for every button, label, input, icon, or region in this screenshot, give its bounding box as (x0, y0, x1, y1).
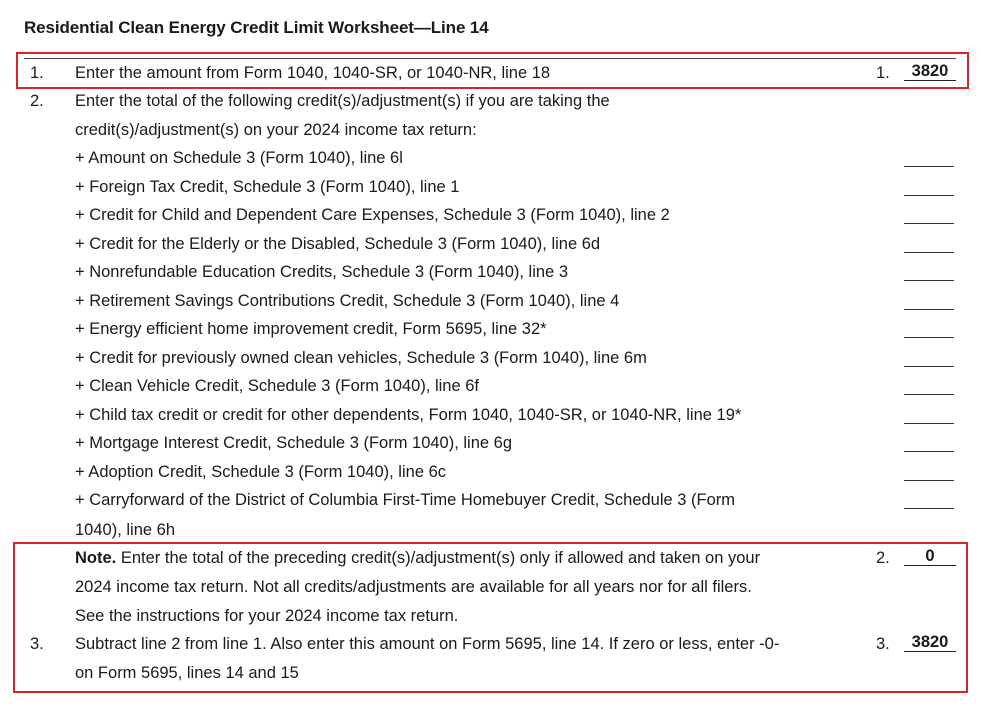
note-text-a: Enter the total of the preceding credit(s)/adjustment(s) only if allowed and taken on your (116, 549, 761, 567)
line1-amount[interactable]: 3820 (904, 62, 956, 81)
credit-item: + Mortgage Interest Credit, Schedule 3 (Form 1040), line 6g (75, 434, 513, 452)
credit-item-blank[interactable] (904, 337, 954, 338)
credit-item-blank[interactable] (904, 309, 954, 310)
note-text-c: See the instructions for your 2024 income tax return. (75, 607, 459, 625)
credit-item: + Foreign Tax Credit, Schedule 3 (Form 1040), line 1 (75, 178, 460, 196)
line2-amount[interactable]: 0 (904, 547, 956, 566)
line3-text-b: on Form 5695, lines 14 and 15 (75, 664, 299, 682)
credit-item: + Energy efficient home improvement credit, Form 5695, line 32* (75, 320, 547, 338)
credit-item: + Clean Vehicle Credit, Schedule 3 (Form 1040), line 6f (75, 377, 480, 395)
credit-item: + Nonrefundable Education Credits, Schedule 3 (Form 1040), line 3 (75, 263, 568, 281)
line2-text-b: credit(s)/adjustment(s) on your 2024 income tax return: (75, 121, 477, 139)
credit-item: + Retirement Savings Contributions Credit, Schedule 3 (Form 1040), line 4 (75, 292, 620, 310)
line3-number: 3. (30, 635, 44, 653)
credit-item-blank[interactable] (904, 451, 954, 452)
worksheet-title: Residential Clean Energy Credit Limit Worksheet—Line 14 (24, 18, 489, 37)
last-item-continuation: 1040), line 6h (75, 521, 175, 539)
credit-item-blank[interactable] (904, 280, 954, 281)
credit-item: + Carryforward of the District of Columbia First-Time Homebuyer Credit, Schedule 3 (Form (75, 491, 736, 509)
credit-item-blank[interactable] (904, 394, 954, 395)
line1-ref: 1. (876, 64, 890, 82)
line1-text: Enter the amount from Form 1040, 1040-SR, or 1040-NR, line 18 (75, 64, 551, 82)
line3-amount[interactable]: 3820 (904, 633, 956, 652)
credit-item: + Credit for the Elderly or the Disabled, Schedule 3 (Form 1040), line 6d (75, 235, 601, 253)
line2-text-a: Enter the total of the following credit(s)/adjustment(s) if you are taking the (75, 92, 610, 110)
credit-item-blank[interactable] (904, 195, 954, 196)
line2-ref: 2. (876, 549, 890, 567)
credit-item: + Credit for previously owned clean vehicles, Schedule 3 (Form 1040), line 6m (75, 349, 647, 367)
credit-item-blank[interactable] (904, 508, 954, 509)
credit-item: + Child tax credit or credit for other dependents, Form 1040, 1040-SR, or 1040-NR, line 19* (75, 406, 742, 424)
credit-item: + Amount on Schedule 3 (Form 1040), line 6l (75, 149, 403, 167)
note-label: Note. (75, 549, 117, 567)
credit-item: + Credit for Child and Dependent Care Expenses, Schedule 3 (Form 1040), line 2 (75, 206, 670, 224)
line3-ref: 3. (876, 635, 890, 653)
credit-item: + Adoption Credit, Schedule 3 (Form 1040), line 6c (75, 463, 447, 481)
line3-text-a: Subtract line 2 from line 1. Also enter this amount on Form 5695, line 14. If zero or less, enter -0- (75, 635, 780, 653)
credit-item-blank[interactable] (904, 423, 954, 424)
credit-item-blank[interactable] (904, 223, 954, 224)
line1-highlight-box (16, 52, 969, 89)
credit-item-blank[interactable] (904, 166, 954, 167)
lines2-3-highlight-box (13, 542, 968, 693)
line2-number: 2. (30, 92, 44, 110)
note-text-b: 2024 income tax return. Not all credits/adjustments are available for all years nor for all filers. (75, 578, 752, 596)
credit-item-blank[interactable] (904, 252, 954, 253)
credit-item-blank[interactable] (904, 366, 954, 367)
credit-item-blank[interactable] (904, 480, 954, 481)
line1-number: 1. (30, 64, 44, 82)
